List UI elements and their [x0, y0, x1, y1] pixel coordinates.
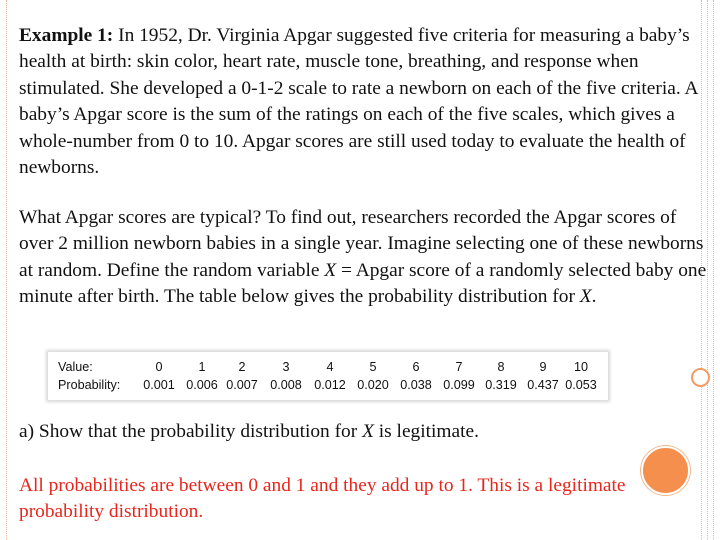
probability-cell: 0.038 [400, 378, 432, 392]
decor-ring [691, 368, 710, 387]
probability-cell: 0.012 [314, 378, 346, 392]
example-intro: In 1952, Dr. Virginia Apgar suggested five criteria for measuring a baby’s health at birth: skin color, heart rate, muscle tone, breathing, and response when stimulated. She developed a 0-1-2 scale to rate a newborn on each of the five criteria. A baby’s Apgar score is the sum of the ratings on each of the five scales, which gives a whole-number from 0 to 10. Apgar scores are still used today to evaluate the health of newborns. [19, 25, 698, 179]
probability-table [48, 352, 608, 400]
value-cell: 9 [539, 360, 547, 374]
value-cell: 0 [155, 360, 163, 374]
probability-cell: 0.053 [565, 378, 597, 392]
part-a-answer: All probabilities are between 0 and 1 and they add up to 1. This is a legitimate probability distribution. [19, 475, 626, 523]
frame-line [713, 0, 715, 540]
part-a-text: a) Show that the probability distribution for [19, 421, 363, 442]
value-label: Value: [58, 360, 93, 374]
question-text: = Apgar score of a randomly selected baby one minute after birth. The table below gives the probability distribution for [19, 259, 707, 308]
value-cell: 8 [497, 360, 505, 374]
example-paragraph [19, 23, 709, 181]
example-heading: Example 1: [19, 25, 114, 46]
probability-cell: 0.020 [357, 378, 389, 392]
question-text: . [591, 286, 597, 308]
decor-circle [641, 446, 690, 495]
probability-cell: 0.008 [270, 378, 302, 392]
value-cell: 1 [198, 360, 206, 374]
value-cell: 10 [573, 360, 588, 374]
probability-label: Probability: [58, 378, 121, 392]
variable-x: X [579, 286, 592, 308]
probability-cell: 0.319 [485, 378, 517, 392]
probability-cell: 0.006 [186, 378, 218, 392]
part-a-prompt [19, 419, 709, 445]
question-text: What Apgar scores are typical? To find out, researchers recorded the Apgar scores of over 2 million newborn babies in a single year. Imagine selecting one of these newborns at random. Define the random variable [19, 207, 704, 281]
probability-cell: 0.007 [226, 378, 258, 392]
value-cell: 7 [455, 360, 463, 374]
value-cell: 6 [412, 360, 420, 374]
probability-cell: 0.099 [443, 378, 475, 392]
probability-cell: 0.001 [143, 378, 175, 392]
variable-x: X [324, 259, 337, 281]
part-a-text: is legitimate. [373, 421, 479, 442]
value-cell: 4 [326, 360, 334, 374]
value-cell: 3 [282, 360, 290, 374]
frame-line [6, 0, 8, 540]
value-cell: 5 [369, 360, 377, 374]
variable-x: X [362, 421, 374, 442]
question-paragraph [19, 205, 709, 311]
value-cell: 2 [238, 360, 246, 374]
probability-cell: 0.437 [527, 378, 559, 392]
